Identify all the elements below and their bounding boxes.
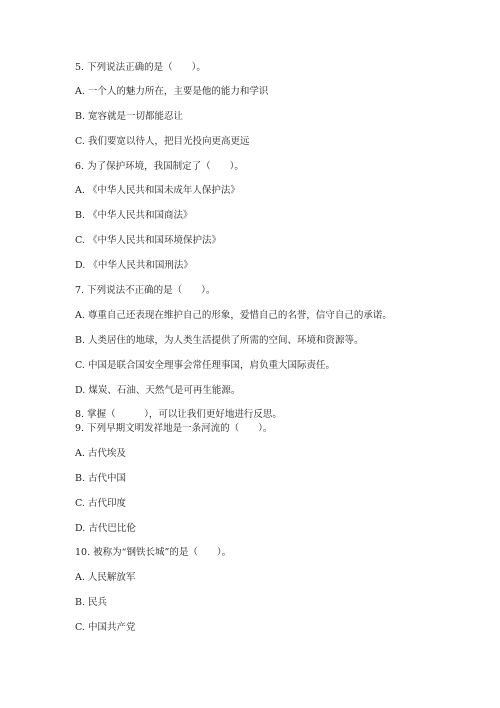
question-5-option-a: A. 一个人的魅力所在，主要是他的能力和学识: [75, 86, 269, 97]
question-5-option-c: C. 我们要宽以待人，把目光投向更高更远: [75, 136, 250, 147]
question-5-stem: 5. 下列说法正确的是（ ）。: [75, 62, 206, 73]
question-9-option-a: A. 古代埃及: [75, 448, 126, 459]
question-7-option-b: B. 人类居住的地球，为人类生活提供了所需的空间、环境和资源等。: [75, 335, 364, 346]
question-9-stem: 9. 下列早期文明发祥地是一条河流的（ ）。: [75, 423, 273, 434]
question-7-stem: 7. 下列说法不正确的是（ ）。: [75, 285, 216, 296]
question-10-option-a: A. 人民解放军: [75, 572, 136, 583]
question-9-option-b: B. 古代中国: [75, 473, 127, 484]
question-6-option-b: B. 《中华人民共和国商法》: [75, 210, 193, 221]
question-8-stem: 8. 掌握（ ），可以让我们更好地进行反思。: [75, 409, 282, 420]
question-10-option-b: B. 民兵: [75, 597, 108, 608]
question-6-option-d: D. 《中华人民共和国刑法》: [75, 260, 193, 271]
question-7-option-a: A. 尊重自己还表现在维护自己的形象，爱惜自己的名誉，信守自己的承诺。: [75, 310, 392, 321]
question-6-option-c: C. 《中华人民共和国环境保护法》: [75, 235, 221, 246]
question-9-option-c: C. 古代印度: [75, 498, 126, 509]
question-6-option-a: A. 《中华人民共和国未成年人保护法》: [75, 185, 240, 196]
question-6-stem: 6. 为了保护环境，我国制定了（ ）。: [75, 161, 244, 172]
question-7-option-d: D. 煤炭、石油、天然气是可再生能源。: [75, 385, 241, 396]
question-9-option-d: D. 古代巴比伦: [75, 523, 136, 534]
question-10-option-c: C. 中国共产党: [75, 622, 136, 633]
question-7-option-c: C. 中国是联合国安全理事会常任理事国，肩负重大国际责任。: [75, 360, 335, 371]
question-5-option-b: B. 宽容就是一切都能忍让: [75, 111, 184, 122]
question-10-stem: 10. 被称为“钢铁长城”的是（ ）。: [75, 547, 232, 558]
